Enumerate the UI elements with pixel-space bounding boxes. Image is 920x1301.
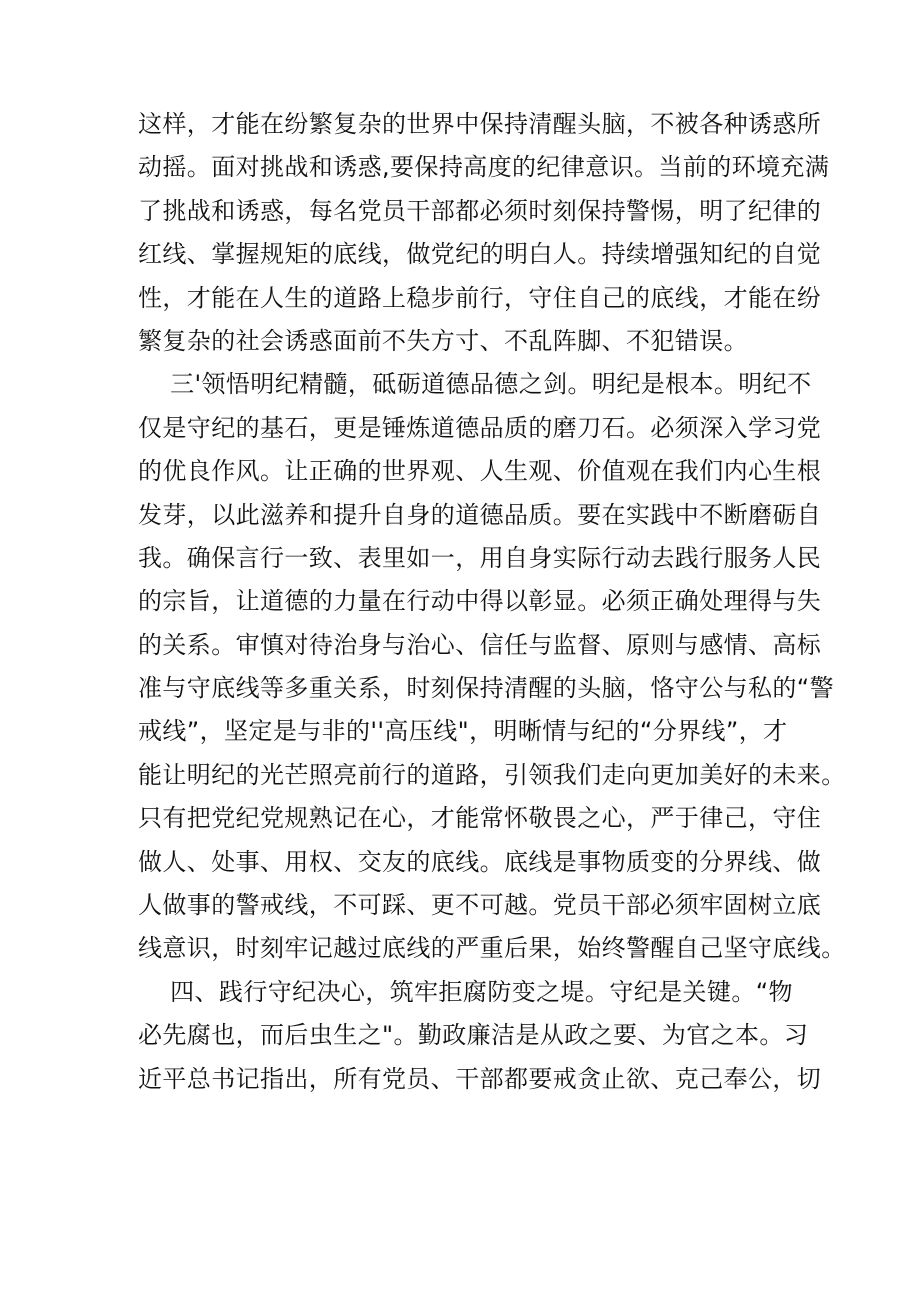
text-line: 仅是守纪的基石，更是锤炼道德品质的磨刀石。必须深入学习党 bbox=[138, 413, 822, 442]
text-line: 能让明纪的光芒照亮前行的道路，引领我们走向更加美好的未来。 bbox=[138, 760, 846, 789]
text-line: 动摇。面对挑战和诱惑,要保持高度的纪律意识。当前的环境充满 bbox=[138, 153, 830, 182]
text-line: 人做事的警戒线，不可踩、更不可越。党员干部必须牢固树立底 bbox=[138, 891, 822, 920]
text-line: 的宗旨，让道德的力量在行动中得以彰显。必须正确处理得与失 bbox=[138, 587, 822, 616]
text-line: 必先腐也，而后虫生之"。勤政廉洁是从政之要、为官之本。习 bbox=[138, 1021, 809, 1050]
text-line: 性，才能在人生的道路上稳步前行，守住自己的底线，才能在纷 bbox=[138, 283, 822, 312]
body-text bbox=[138, 103, 846, 1101]
text-line: 只有把党纪党规熟记在心，才能常怀敬畏之心，严于律己，守住 bbox=[138, 804, 822, 833]
text-line: 这样，才能在纷繁复杂的世界中保持清醒头脑，不被各种诱惑所 bbox=[138, 110, 822, 138]
text-line: 红线、掌握规矩的底线，做党纪的明白人。持续增强知纪的自觉 bbox=[138, 240, 822, 269]
text-line: 戒线”，坚定是与非的''高压线"，明晰情与纪的“分界线”，才 bbox=[138, 717, 788, 746]
text-line: 的优良作风。让正确的世界观、人生观、价值观在我们内心生根 bbox=[138, 457, 822, 486]
text-line: 三'领悟明纪精髓，砥砺道德品德之剑。明纪是根本。明纪不 bbox=[138, 370, 812, 399]
text-line: 了挑战和诱惑，每名党员干部都必须时刻保持警惕，明了纪律的 bbox=[138, 196, 822, 225]
text-line: 的关系。审慎对待治身与治心、信任与监督、原则与感情、高标 bbox=[138, 630, 822, 659]
text-line: 四、践行守纪决心，筑牢拒腐防变之堤。守纪是关键。“物 bbox=[138, 977, 793, 1006]
text-line: 繁复杂的社会诱惑面前不失方寸、不乱阵脚、不犯错误。 bbox=[138, 326, 748, 355]
text-line: 近平总书记指出，所有党员、干部都要戒贪止欲、克己奉公，切 bbox=[138, 1064, 822, 1093]
text-line: 发芽，以此滋养和提升自身的道德品质。要在实践中不断磨砺自 bbox=[138, 500, 822, 529]
text-line: 做人、处事、用权、交友的底线。底线是事物质变的分界线、做 bbox=[138, 847, 822, 876]
text-line: 线意识，时刻牢记越过底线的严重后果，始终警醒自己坚守底线。 bbox=[138, 934, 846, 963]
text-line: 我。确保言行一致、表里如一，用自身实际行动去践行服务人民 bbox=[138, 543, 822, 572]
text-line: 准与守底线等多重关系，时刻保持清醒的头脑，恪守公与私的“警 bbox=[138, 674, 835, 703]
